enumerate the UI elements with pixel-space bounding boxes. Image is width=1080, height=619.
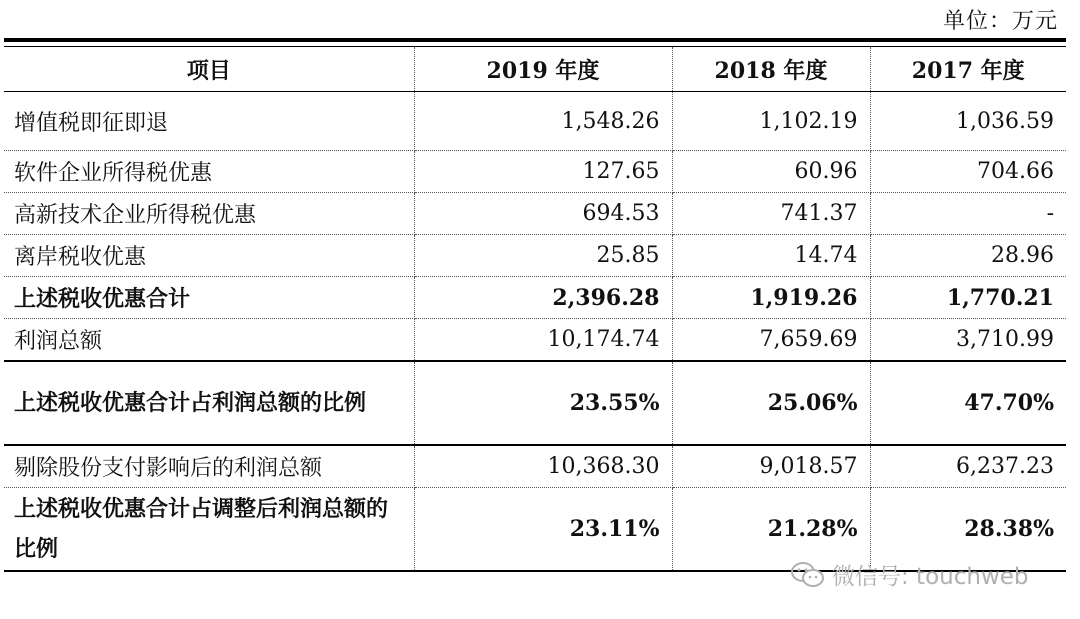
header-2019: 2019 年度 bbox=[414, 47, 672, 92]
table-header-row bbox=[4, 47, 1066, 92]
cell-2018: 14.74 bbox=[672, 235, 870, 277]
row-label: 软件企业所得税优惠 bbox=[4, 151, 414, 193]
cell-2018: 25.06% bbox=[672, 361, 870, 445]
cell-2017: 28.38% bbox=[870, 488, 1066, 572]
cell-2018: 21.28% bbox=[672, 488, 870, 572]
cell-2019: 127.65 bbox=[414, 151, 672, 193]
table-row bbox=[4, 319, 1066, 362]
cell-2019: 694.53 bbox=[414, 193, 672, 235]
table-row bbox=[4, 92, 1066, 151]
watermark bbox=[790, 558, 1029, 591]
watermark-text: 微信号: touchweb bbox=[832, 564, 1029, 590]
cell-2019: 10,174.74 bbox=[414, 319, 672, 362]
table-row bbox=[4, 193, 1066, 235]
row-label: 上述税收优惠合计 bbox=[4, 277, 414, 319]
cell-2018: 741.37 bbox=[672, 193, 870, 235]
wechat-icon bbox=[790, 561, 826, 589]
header-2018: 2018 年度 bbox=[672, 47, 870, 92]
row-label: 上述税收优惠合计占调整后利润总额的比例 bbox=[4, 488, 414, 572]
table-row bbox=[4, 445, 1066, 488]
cell-2017: - bbox=[870, 193, 1066, 235]
cell-2017: 6,237.23 bbox=[870, 445, 1066, 488]
tax-incentive-table bbox=[4, 47, 1066, 572]
table-row bbox=[4, 235, 1066, 277]
row-label: 离岸税收优惠 bbox=[4, 235, 414, 277]
cell-2018: 60.96 bbox=[672, 151, 870, 193]
row-label: 剔除股份支付影响后的利润总额 bbox=[4, 445, 414, 488]
cell-2017: 47.70% bbox=[870, 361, 1066, 445]
row-label: 利润总额 bbox=[4, 319, 414, 362]
unit-label: 单位：万元 bbox=[942, 9, 1058, 34]
cell-2018: 9,018.57 bbox=[672, 445, 870, 488]
header-item: 项目 bbox=[4, 47, 414, 92]
cell-2018: 7,659.69 bbox=[672, 319, 870, 362]
cell-2019: 10,368.30 bbox=[414, 445, 672, 488]
table-row-ratio bbox=[4, 361, 1066, 445]
cell-2017: 704.66 bbox=[870, 151, 1066, 193]
cell-2018: 1,102.19 bbox=[672, 92, 870, 151]
cell-2019: 23.55% bbox=[414, 361, 672, 445]
cell-2017: 3,710.99 bbox=[870, 319, 1066, 362]
cell-2017: 1,036.59 bbox=[870, 92, 1066, 151]
cell-2019: 1,548.26 bbox=[414, 92, 672, 151]
cell-2019: 25.85 bbox=[414, 235, 672, 277]
row-label: 上述税收优惠合计占利润总额的比例 bbox=[4, 361, 414, 445]
cell-2018: 1,919.26 bbox=[672, 277, 870, 319]
row-label: 增值税即征即退 bbox=[4, 92, 414, 151]
table-row-subtotal bbox=[4, 277, 1066, 319]
cell-2019: 23.11% bbox=[414, 488, 672, 572]
row-label: 高新技术企业所得税优惠 bbox=[4, 193, 414, 235]
cell-2017: 1,770.21 bbox=[870, 277, 1066, 319]
table-row bbox=[4, 151, 1066, 193]
cell-2017: 28.96 bbox=[870, 235, 1066, 277]
cell-2019: 2,396.28 bbox=[414, 277, 672, 319]
header-2017: 2017 年度 bbox=[870, 47, 1066, 92]
table-top-rule bbox=[4, 38, 1066, 42]
